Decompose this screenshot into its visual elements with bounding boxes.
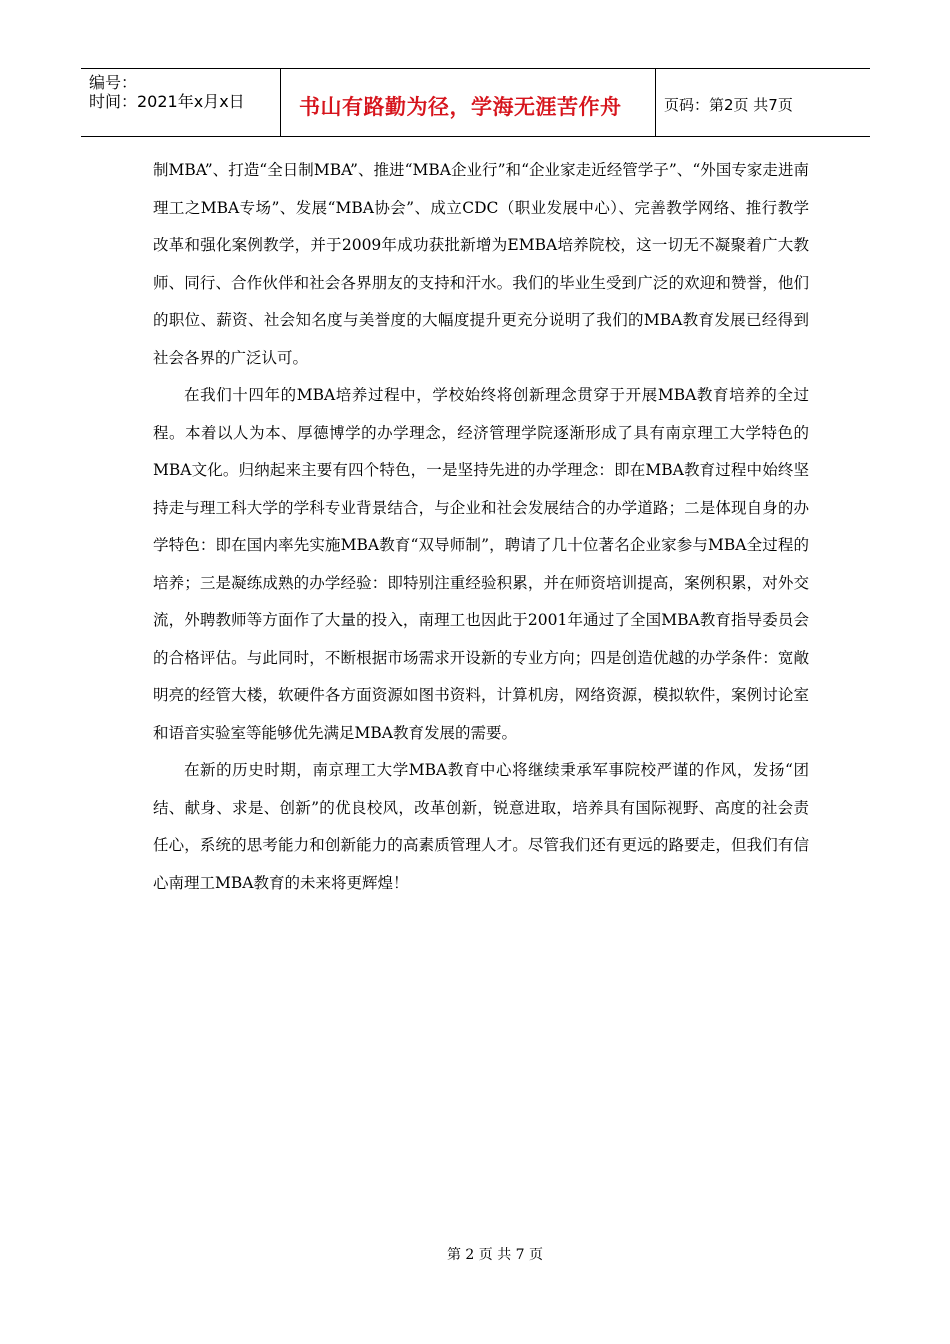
header-page-info: 页码：第2页 共7页 [664, 96, 793, 114]
paragraph-3: 在新的历史时期，南京理工大学MBA教育中心将继续秉承军事院校严谨的作风，发扬“团结、献身、求是、创新”的优良校风，改革创新，锐意进取，培养具有国际视野、高度的社会责任心，系统的思考能力和创新能力的高素质管理人才。尽管我们还有更远的路要走，但我们有信心南理工MBA教育的未来将更辉煌！ [153, 761, 809, 892]
paragraph-2: 在我们十四年的MBA培养过程中，学校始终将创新理念贯穿于开展MBA教育培养的全过程。本着以人为本、厚德博学的办学理念，经济管理学院逐渐形成了具有南京理工大学特色的MBA文化。归纳起来主要有四个特色，一是坚持先进的办学理念：即在MBA教育过程中始终坚持走与理工科大学的学科专业背景结合，与企业和社会发展结合的办学道路；二是体现自身的办学特色：即在国内率先实施MBA教育“双导师制”，聘请了几十位著名企业家参与MBA全过程的培养；三是凝练成熟的办学经验：即特别注重经验积累，并在师资培训提高，案例积累，对外交流，外聘教师等方面作了大量的投入，南理工也因此于2001年通过了全国MBA教育指导委员会的合格评估。与此同时，不断根据市场需求开设新的专业方向；四是创造优越的办学条件：宽敞明亮的经管大楼，软硬件各方面资源如图书资料，计算机房，网络资源，模拟软件，案例讨论室和语音实验室等能够优先满足MBA教育发展的需要。 [153, 386, 809, 742]
paragraph-1: 制MBA”、打造“全日制MBA”、推进“MBA企业行”和“企业家走近经管学子”、“外国专家走进南理工之MBA专场”、发展“MBA协会”、成立CDC（职业发展中心）、完善教学网络、推行教学改革和强化案例教学，并于2009年成功获批新增为EMBA培养院校，这一切无不凝聚着广大教师、同行、合作伙伴和社会各界朋友的支持和汗水。我们的毕业生受到广泛的欢迎和赞誉，他们的职位、薪资、社会知名度与美誉度的大幅度提升更充分说明了我们的MBA教育发展已经得到社会各界的广泛认可。 [153, 161, 809, 367]
header-motto: 书山有路勤为径，学海无涯苦作舟 [281, 69, 656, 136]
page-footer: 第 2 页 共 7 页 [446, 1247, 544, 1263]
document-time: 时间：2021年x月x日 [89, 92, 245, 111]
page-header [81, 68, 870, 137]
document-body [153, 152, 809, 902]
document-number: 编号： [89, 73, 138, 92]
header-meta [81, 69, 281, 136]
